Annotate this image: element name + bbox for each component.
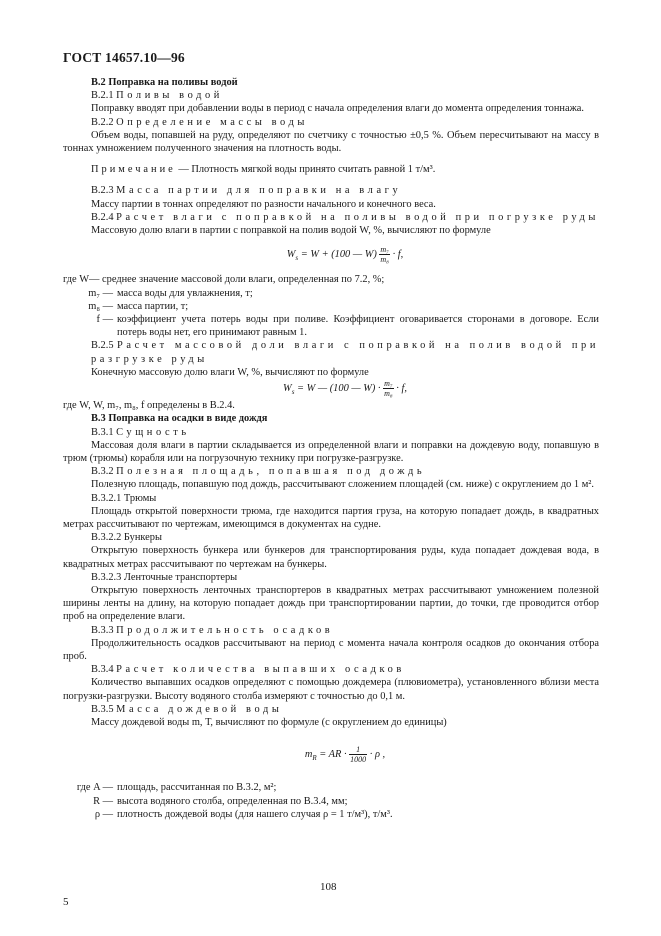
where-item xyxy=(63,287,599,300)
b21-text: Поправку вводят при добавлении воды в период с начала определения влаги до момента определения тоннажа. xyxy=(91,103,584,115)
b31-number: В.3.1 xyxy=(91,426,114,438)
b31-text: Массовая доля влаги в партии складывается из определенной влаги и поправки на дождевую воду, попавшую в трюм (трюмы) корабля или на погрузочную технику при погрузке-разгрузке. xyxy=(63,439,599,465)
b22-text: Объем воды, попавшей на руду, определяют по счетчику с точностью ±0,5 %. Объем пересчитывают на массу в тоннах умножением полученного значения на плотность воды. xyxy=(63,129,599,155)
formula-3-lhs: m xyxy=(304,749,313,761)
b322-heading xyxy=(91,531,599,544)
b35-heading xyxy=(91,703,599,716)
b23-text: Массу партии в тоннах определяют по разности начального и конечного веса. xyxy=(91,198,436,210)
where-item xyxy=(63,300,599,313)
b322-number: В.3.2.2 xyxy=(91,532,122,544)
document-header: ГОСТ 14657.10—96 xyxy=(63,50,185,65)
where-3-list xyxy=(63,781,599,821)
b32-heading xyxy=(91,465,599,478)
b25-text: Конечную массовую долю влаги W, %, вычисляют по формуле xyxy=(91,366,369,378)
b31-heading xyxy=(91,426,599,439)
b25-title: Расчет массовой доли влаги с поправкой на полив водой при разгрузке руды xyxy=(91,340,599,365)
b2-note xyxy=(91,163,599,176)
section-b2-title: В.2 Поправка на поливы водой xyxy=(91,77,238,88)
b24-title: Расчет влаги с поправкой на поливы водой при погрузке руды xyxy=(116,211,599,223)
where-2: где W, W, m₇, m₈, f определены в В.2.4. xyxy=(63,400,235,412)
b321-text: Площадь открытой поверхности трюма, где находится партия груза, на которую попадает дождь, в квадратных метрах рассчитывают по чертежам, имеющимся в документах на судне. xyxy=(63,505,599,531)
where-description: масса партии, т; xyxy=(117,300,189,312)
where-description: высота водяного столба, определенная по В.3.4, мм; xyxy=(117,795,348,807)
where-description: плотность дождевой воды (для нашего случая ρ = 1 т/м³), т/м³. xyxy=(117,808,393,820)
page-number-center: 108 xyxy=(320,881,337,893)
b21-title: Поливы водой xyxy=(116,90,223,102)
b35-text: Массу дождевой воды m, Т, вычисляют по формуле (с округлением до единицы) xyxy=(91,717,447,729)
where-1-intro: где W— среднее значение массовой доли влаги, определенная по 7.2, %; xyxy=(63,274,385,286)
formula-2 xyxy=(91,379,599,399)
formula-2-fraction: $\frac{\text{m₇}}{\text{m₈}}$ xyxy=(384,379,393,399)
b323-title: Ленточные транспортеры xyxy=(123,571,238,583)
where-1-list xyxy=(63,287,599,340)
where-item xyxy=(63,313,599,339)
note-label: Примечание xyxy=(91,164,176,176)
where-description: масса воды для увлажнения, т; xyxy=(117,287,253,299)
b22-heading xyxy=(91,116,599,129)
b33-heading xyxy=(91,624,599,637)
b323-number: В.3.2.3 xyxy=(91,571,122,583)
b35-number: В.3.5 xyxy=(91,703,114,715)
where-symbol: f — xyxy=(96,314,113,326)
b323-heading xyxy=(91,571,599,584)
formula-1-rhs: · f, xyxy=(389,249,404,261)
b25-number: В.2.5 xyxy=(91,340,114,352)
where-description: коэффициент учета потерь воды при поливе. Коэффициент оговаривается сторонами в договоре. Если потерь воды нет, его принимают равным 1. xyxy=(117,314,599,339)
b321-heading xyxy=(91,492,599,505)
page-number-left: 5 xyxy=(63,896,69,908)
formula-1-fraction: $\frac{\text{m₇}}{\text{m₈}}$ xyxy=(380,245,389,265)
b34-title: Расчет количества выпавших осадков xyxy=(116,664,405,676)
formula-1 xyxy=(91,245,599,265)
formula-3-sub: R xyxy=(312,754,317,763)
b21-heading xyxy=(91,89,599,102)
where-symbol: ρ — xyxy=(94,808,113,820)
section-b3-title: В.3 Поправка на осадки в виде дождя xyxy=(91,413,268,425)
where-item xyxy=(63,781,599,794)
b22-number: В.2.2 xyxy=(91,116,114,128)
where-item xyxy=(63,795,599,808)
where-item xyxy=(63,808,599,821)
where-description: площадь, рассчитанная по В.3.2, м²; xyxy=(117,782,277,794)
b33-number: В.3.3 xyxy=(91,624,114,636)
formula-1-mid: = W + (100 — W) xyxy=(298,249,380,261)
b22-title: Определение массы воды xyxy=(116,116,309,128)
b21-number: В.2.1 xyxy=(91,90,114,102)
b23-number: В.2.3 xyxy=(91,185,114,197)
b23-title: Масса партии для поправки на влагу xyxy=(116,185,402,197)
formula-3-mid: = AR · xyxy=(316,749,350,761)
formula-2-rhs: · f, xyxy=(393,382,407,394)
b322-title: Бункеры xyxy=(123,532,162,544)
formula-2-sub: s xyxy=(291,388,295,396)
b33-title: Продолжительность осадков xyxy=(116,624,334,636)
formula-3-fraction: $\frac{1}{1000}$ xyxy=(350,745,367,765)
b35-title: Масса дождевой воды xyxy=(116,703,283,715)
b32-text: Полезную площадь, попавшую под дождь, рассчитывают сложением площадей (см. ниже) с округлением до 1 м². xyxy=(91,479,594,491)
b24-heading xyxy=(91,211,599,224)
formula-1-sub: s xyxy=(295,254,299,263)
where-symbol: m₈ — xyxy=(88,300,113,312)
formula-3-rhs: · ρ , xyxy=(367,749,386,761)
b24-number: В.2.4 xyxy=(91,211,114,223)
where-symbol: R — xyxy=(93,795,113,807)
formula-1-lhs: W xyxy=(286,249,296,261)
b34-text: Количество выпавших осадков определяют с помощью дождемера (плювиометра), установленного вблизи места погрузки-разгрузки. Высоту водяного столба измеряют с точностью до 0,1 м. xyxy=(63,677,599,702)
formula-2-lhs: W xyxy=(283,382,292,394)
formula-3 xyxy=(91,745,599,765)
b34-heading xyxy=(91,663,599,676)
b33-text: Продолжительность осадков рассчитывают на период с момента начала контроля осадков до окончания отбора проб. xyxy=(63,637,599,663)
b25-heading xyxy=(91,339,599,365)
b24-text: Массовую долю влаги в партии с поправкой на полив водой W, %, вычисляют по формуле xyxy=(91,225,491,237)
document-body xyxy=(63,76,599,821)
b31-title: Сущность xyxy=(116,426,190,438)
where-symbol: где A — xyxy=(76,782,113,794)
where-symbol: m₇ — xyxy=(88,287,113,299)
b323-text: Открытую поверхность ленточных транспортеров в квадратных метрах рассчитывают умножением полезной ширины ленты на длину, на которую попадает дождь при транспортировании партии, до точки, где проводится отбор проб на определение влаги. xyxy=(63,585,599,623)
b321-title: Трюмы xyxy=(123,492,157,504)
formula-2-mid: = W — (100 — W) · xyxy=(294,382,384,394)
b34-number: В.3.4 xyxy=(91,664,114,676)
note-text: — Плотность мягкой воды принято считать равной 1 т/м³. xyxy=(175,164,436,176)
b32-title: Полезная площадь, попавшая под дождь xyxy=(116,466,426,478)
b321-number: В.3.2.1 xyxy=(91,492,122,504)
b322-text: Открытую поверхность бункера или бункеров для транспортирования руды, куда попадает дождевая вода, в квадратных метрах рассчитывают по чертежам на бункеры. xyxy=(63,545,599,570)
b23-heading xyxy=(91,184,599,197)
b32-number: В.3.2 xyxy=(91,466,114,478)
